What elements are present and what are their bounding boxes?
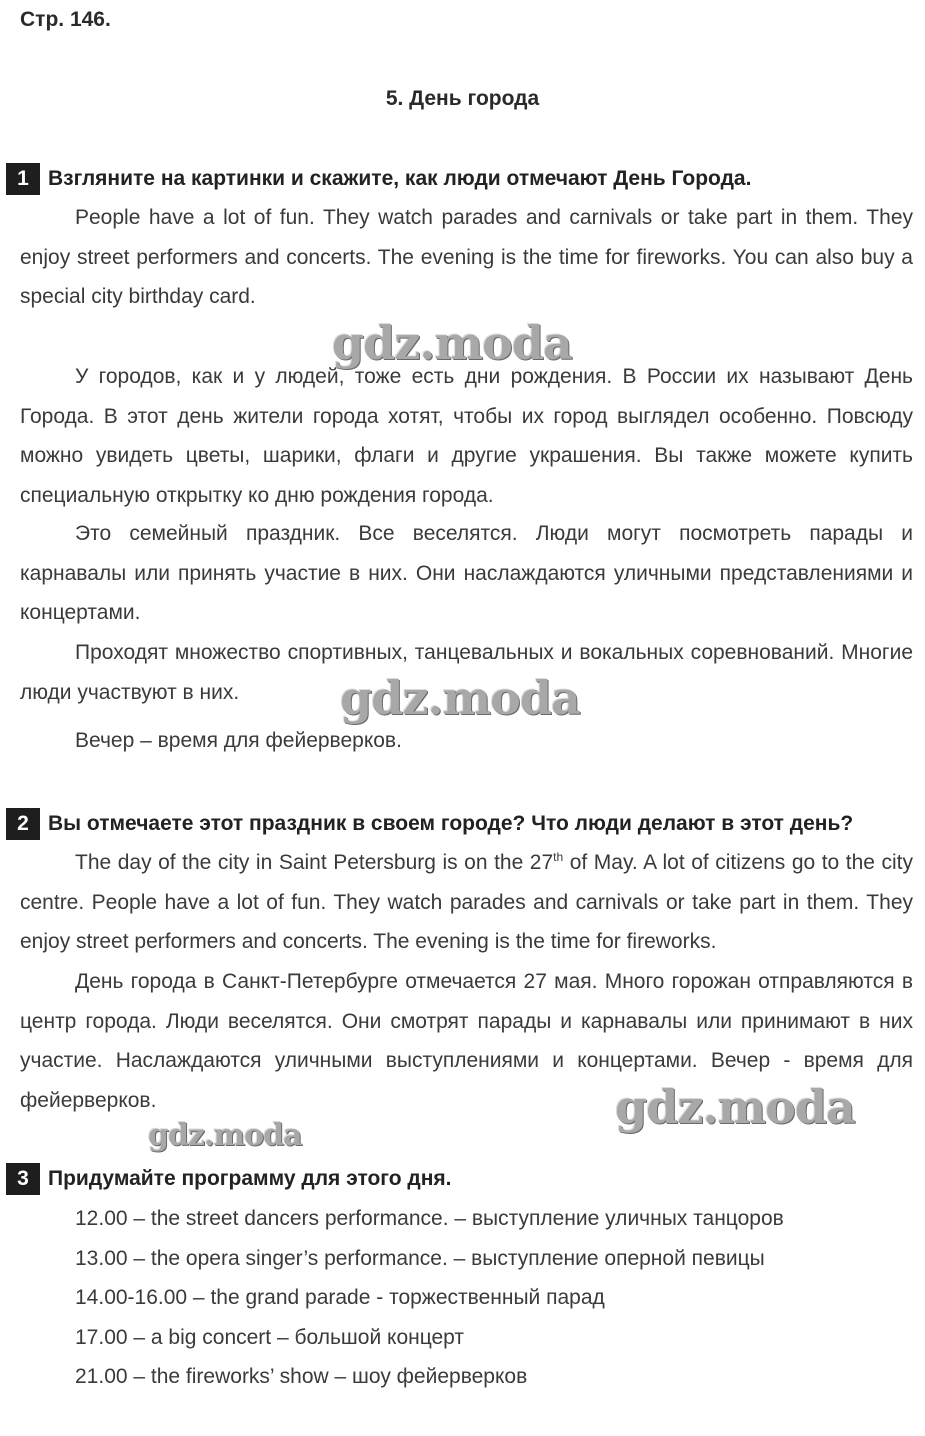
watermark: gdz.moda bbox=[340, 671, 580, 725]
exercise-2-english-text bbox=[20, 843, 913, 962]
exercise-2-header bbox=[6, 808, 853, 840]
exercise-2-number: 2 bbox=[6, 808, 40, 840]
exercise-1-russian-paragraph-3: Проходят множество спортивных, танцевальных и вокальных соревнований. Многие люди участвуют в них. bbox=[20, 641, 913, 704]
ordinal-suffix: th bbox=[553, 850, 564, 864]
exercise-1-number: 1 bbox=[6, 163, 40, 195]
schedule-item: 17.00 – a big concert – большой концерт bbox=[75, 1326, 465, 1349]
exercise-3-number: 3 bbox=[6, 1163, 40, 1195]
section-title: 5. День города bbox=[385, 87, 540, 110]
watermark: gdz.moda bbox=[148, 1118, 302, 1153]
exercise-2-english-part-2: of May. A lot of citizens go to the city centre. People have a lot of fun. They watch parades and carnivals or take part in them. They enjoy street performers and concerts. The evening is the time for fireworks. bbox=[20, 851, 913, 953]
page-number: Стр. 146. bbox=[20, 8, 111, 31]
watermark: gdz.moda bbox=[615, 1080, 855, 1134]
schedule-item: 14.00-16.00 – the grand parade - торжественный парад bbox=[75, 1286, 605, 1309]
exercise-1-russian-paragraph-4: Вечер – время для фейерверков. bbox=[75, 729, 402, 752]
exercise-1-russian-paragraph-1: У городов, как и у людей, тоже есть дни рождения. В России их называют День Города. В этот день жители города хотят, чтобы их город выглядел особенно. Повсюду можно увидеть цветы, шарики, флаги и другие украшения. Вы также можете купить специальную открытку ко дню рождения города. bbox=[20, 365, 913, 507]
schedule-item: 12.00 – the street dancers performance. – выступление уличных танцоров bbox=[75, 1207, 784, 1230]
exercise-3-header bbox=[6, 1163, 452, 1195]
exercise-2-russian-text: День города в Санкт-Петербурге отмечается 27 мая. Много горожан отправляются в центр города. Люди веселятся. Они смотрят парады и карнавалы или принимают в них участие. Наслаждаются уличными выступлениями и концертами. Вечер - время для фейерверков. bbox=[20, 970, 913, 1112]
watermark: gdz.moda bbox=[332, 316, 572, 370]
exercise-3-task: Придумайте программу для этого дня. bbox=[48, 1167, 452, 1190]
exercise-2-task: Вы отмечаете этот праздник в своем городе? Что люди делают в этот день? bbox=[48, 812, 854, 835]
exercise-1-task: Взгляните на картинки и скажите, как люди отмечают День Города. bbox=[48, 167, 752, 190]
schedule-item: 21.00 – the fireworks’ show – шоу фейерверков bbox=[75, 1365, 528, 1388]
exercise-2-english-part-1: The day of the city in Saint Petersburg is on the 27 bbox=[75, 851, 554, 874]
exercise-1-english-text: People have a lot of fun. They watch parades and carnivals or take part in them. They enjoy street performers and concerts. The evening is the time for fireworks. You can also buy a special city birthday card. bbox=[20, 206, 913, 308]
schedule-item: 13.00 – the opera singer’s performance. – выступление оперной певицы bbox=[75, 1247, 765, 1270]
exercise-1-header bbox=[6, 163, 751, 195]
exercise-1-russian-paragraph-2: Это семейный праздник. Все веселятся. Люди могут посмотреть парады и карнавалы или принять участие в них. Они наслаждаются уличными представлениями и концертами. bbox=[20, 522, 913, 624]
